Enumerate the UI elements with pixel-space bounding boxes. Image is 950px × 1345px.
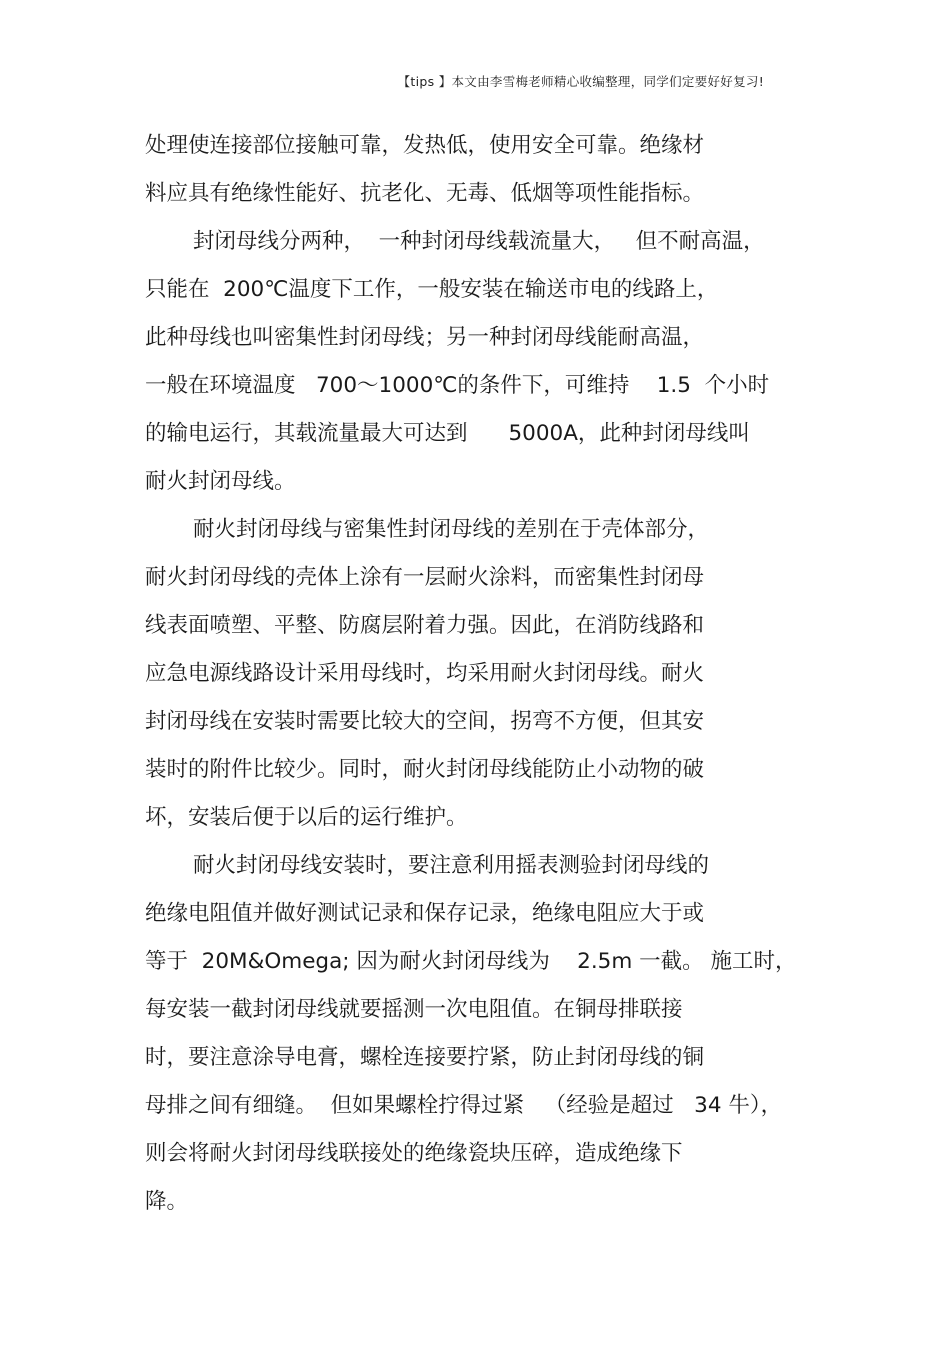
text-line: 每安装一截封闭母线就要摇测一次电阻值。在铜母排联接 [145,997,683,1022]
text-line: 等于 20M&Omega; 因为耐火封闭母线为 2.5m 一截。 施工时， [145,949,797,974]
text-line: 降。 [145,1189,189,1214]
text-line: 时，要注意涂导电膏，螺栓连接要拧紧，防止封闭母线的铜 [145,1045,705,1070]
text-line: 耐火封闭母线与密集性封闭母线的差别在于壳体部分， [193,517,710,542]
text-line: 母排之间有细缝。 但如果螺栓拧得过紧 （经验是超过 34 牛）， [145,1093,783,1118]
text-line: 此种母线也叫密集性封闭母线；另一种封闭母线能耐高温， [145,325,705,350]
text-line: 只能在 200℃温度下工作，一般安装在输送市电的线路上， [145,277,719,302]
text-line: 封闭母线在安装时需要比较大的空间，拐弯不方便，但其安 [145,709,705,734]
text-line: 线表面喷塑、平整、防腐层附着力强。因此，在消防线路和 [145,613,705,638]
text-line: 封闭母线分两种， 一种封闭母线载流量大， 但不耐高温， [193,229,765,254]
text-line: 的输电运行，其载流量最大可达到 5000A，此种封闭母线叫 [145,421,750,446]
text-line: 坏，安装后便于以后的运行维护。 [145,805,468,830]
document-body [145,126,825,1230]
text-line: 一般在环境温度 700～1000℃的条件下，可维持 1.5 个小时 [145,373,770,398]
text-line: 装时的附件比较少。同时，耐火封闭母线能防止小动物的破 [145,757,705,782]
text-line: 处理使连接部位接触可靠，发热低，使用安全可靠。绝缘材 [145,133,705,158]
text-line: 耐火封闭母线的壳体上涂有一层耐火涂料，而密集性封闭母 [145,565,705,590]
text-line: 则会将耐火封闭母线联接处的绝缘瓷块压碎，造成绝缘下 [145,1141,683,1166]
text-line: 耐火封闭母线安装时，要注意利用摇表测验封闭母线的 [193,853,710,878]
text-line: 料应具有绝缘性能好、抗老化、无毒、低烟等项性能指标。 [145,181,705,206]
text-line: 应急电源线路设计采用母线时，均采用耐火封闭母线。耐火 [145,661,705,686]
text-line: 绝缘电阻值并做好测试记录和保存记录，绝缘电阻应大于或 [145,901,705,926]
text-line: 耐火封闭母线。 [145,469,296,494]
header-tip: 【tips 】本文由李雪梅老师精心收编整理，同学们定要好好复习! [397,74,764,89]
